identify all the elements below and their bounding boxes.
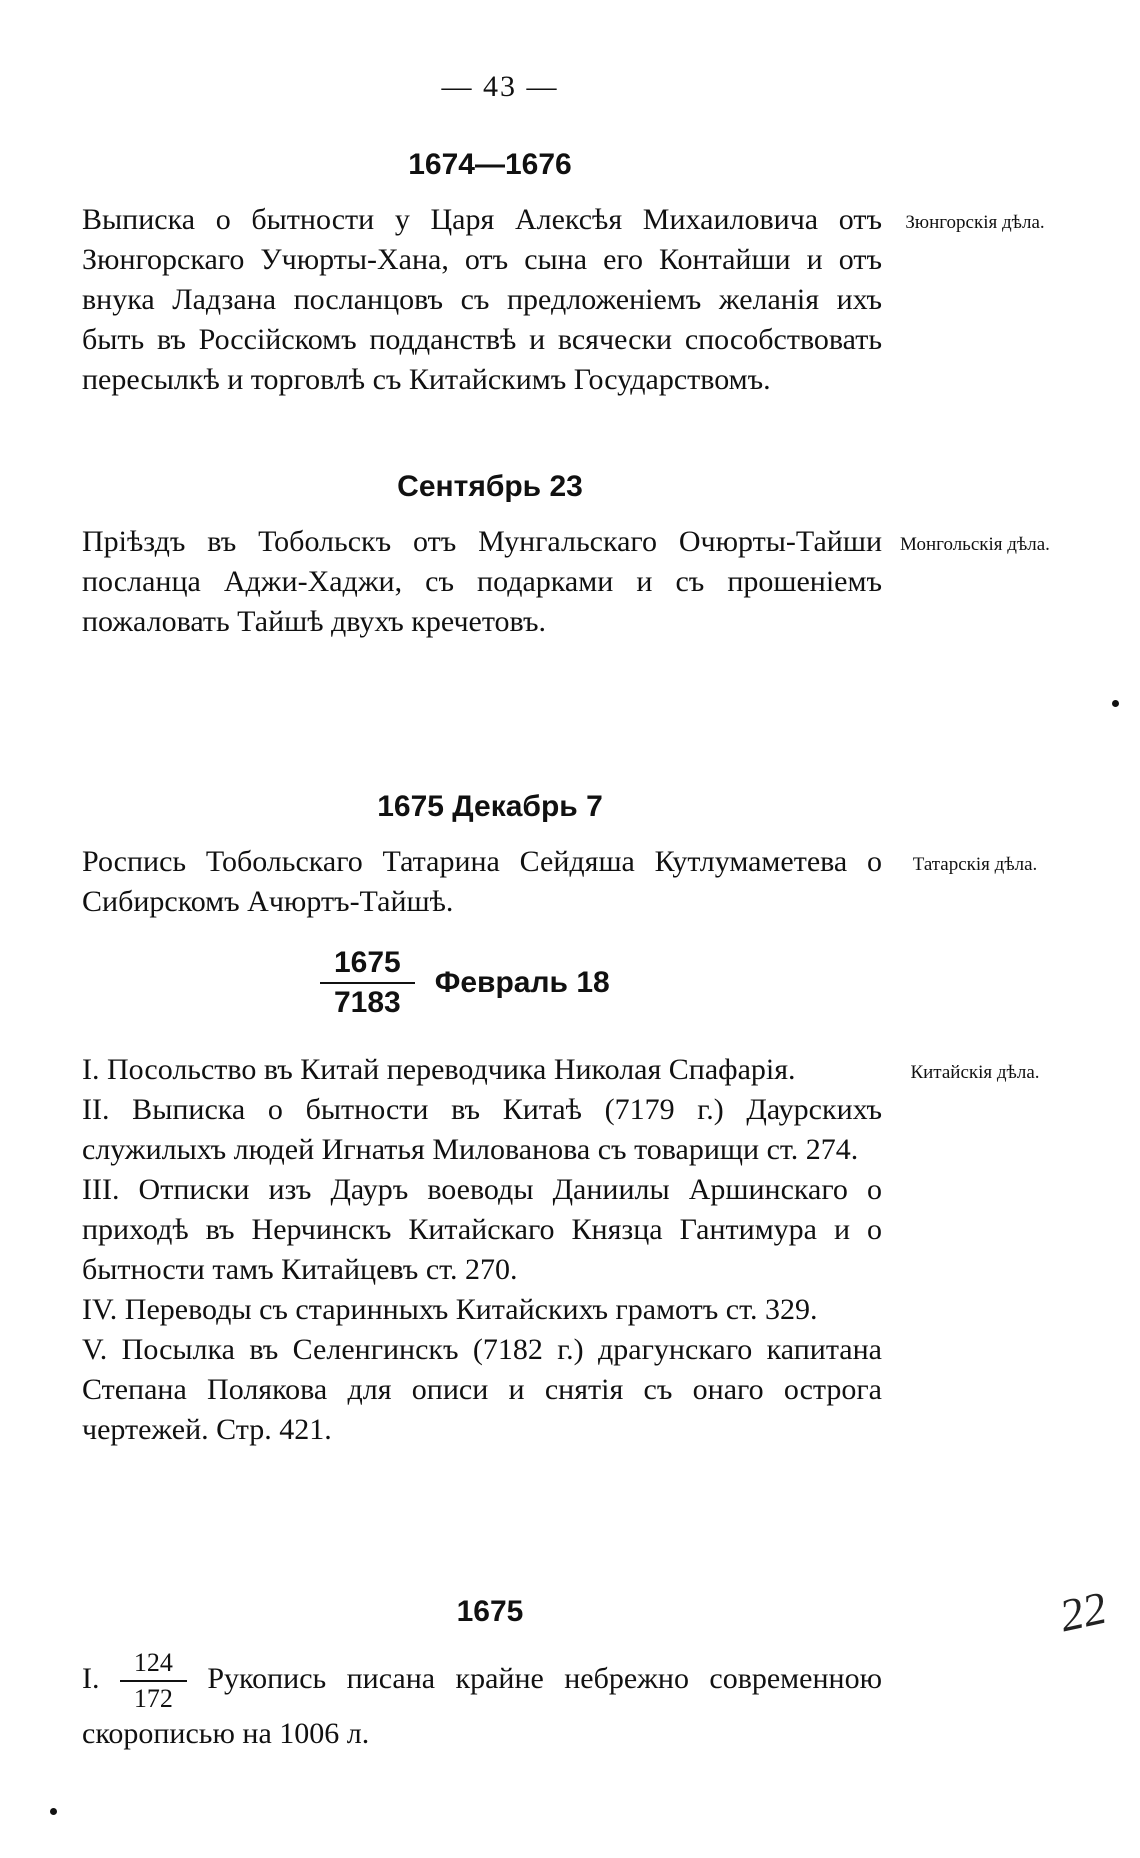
section-2-heading: Сентябрь 23 — [397, 470, 583, 503]
section-2-margin-note: Монгольскія дѣла. — [900, 534, 1050, 555]
section-1-text: Выписка о бытности у Царя Алексѣя Михаиловича отъ Зюнгорскаго Учюрты-Хана, отъ сына его Контайши и отъ внука Ладзана посланцовъ съ предложеніемъ желанія ихъ быть въ Россійскомъ подданствѣ и всячески способствовать пересылкѣ и торговлѣ съ Китайскимъ Государствомъ. — [82, 203, 882, 396]
section-4-heading-label: Февраль 18 — [434, 966, 610, 999]
section-4-heading — [320, 948, 610, 1018]
list-item: II. Выписка о бытности въ Китаѣ (7179 г.) Даурскихъ служилыхъ людей Игнатья Милованова съ товарищи ст. 274. — [82, 1093, 882, 1166]
section-1-heading: 1674—1676 — [408, 148, 572, 181]
ink-speck — [50, 1808, 57, 1815]
fraction-denominator: 172 — [120, 1680, 187, 1712]
list-item: IV. Переводы съ старинныхъ Китайскихъ грамотъ ст. 329. — [82, 1293, 818, 1326]
section-4-items — [82, 1050, 882, 1450]
section-4-margin-note: Китайскія дѣла. — [910, 1062, 1040, 1083]
fraction-numerator: 1675 — [334, 946, 401, 979]
item-prefix: I. — [82, 1661, 100, 1695]
fraction-numerator: 124 — [133, 1648, 173, 1677]
year-fraction — [320, 948, 415, 1018]
fraction-denominator: 7183 — [320, 982, 415, 1018]
section-5-text: Рукопись писана крайне небрежно современною скорописью на 1006 л. — [82, 1661, 883, 1750]
section-3-heading: 1675 Декабрь 7 — [377, 790, 603, 823]
section-1-margin-note: Зюнгорскія дѣла. — [905, 212, 1045, 233]
page-number: — 43 — — [441, 70, 559, 103]
section-3-margin-note: Татарскія дѣла. — [912, 854, 1038, 875]
section-2-text: Пріѣздъ въ Тобольскъ отъ Мунгальскаго Очюрты-Тайши посланца Аджи-Хаджи, съ подарками и съ прошеніемъ пожаловать Тайшѣ двухъ кречетовъ. — [82, 525, 882, 638]
list-item: I. Посольство въ Китай переводчика Николая Спафарія. — [82, 1053, 796, 1086]
section-3-text: Роспись Тобольскаго Татарина Сейдяша Кутлумаметева о Сибирскомъ Ачюртъ-Тайшѣ. — [82, 845, 882, 918]
section-5-text-block — [82, 1650, 882, 1756]
folio-fraction — [120, 1650, 187, 1712]
list-item: V. Посылка въ Селенгинскъ (7182 г.) драгунскаго капитана Степана Полякова для описи и снятія съ онаго острога чертежей. Стр. 421. — [82, 1333, 882, 1446]
ink-speck — [1112, 700, 1119, 707]
handwritten-mark: 22 — [1055, 1581, 1111, 1642]
list-item: III. Отписки изъ Дауръ воеводы Даниилы Аршинскаго о приходѣ въ Нерчинскъ Китайскаго Князца Гантимура и о бытности тамъ Китайцевъ ст. 270. — [82, 1173, 882, 1286]
section-5-heading: 1675 — [456, 1595, 524, 1628]
